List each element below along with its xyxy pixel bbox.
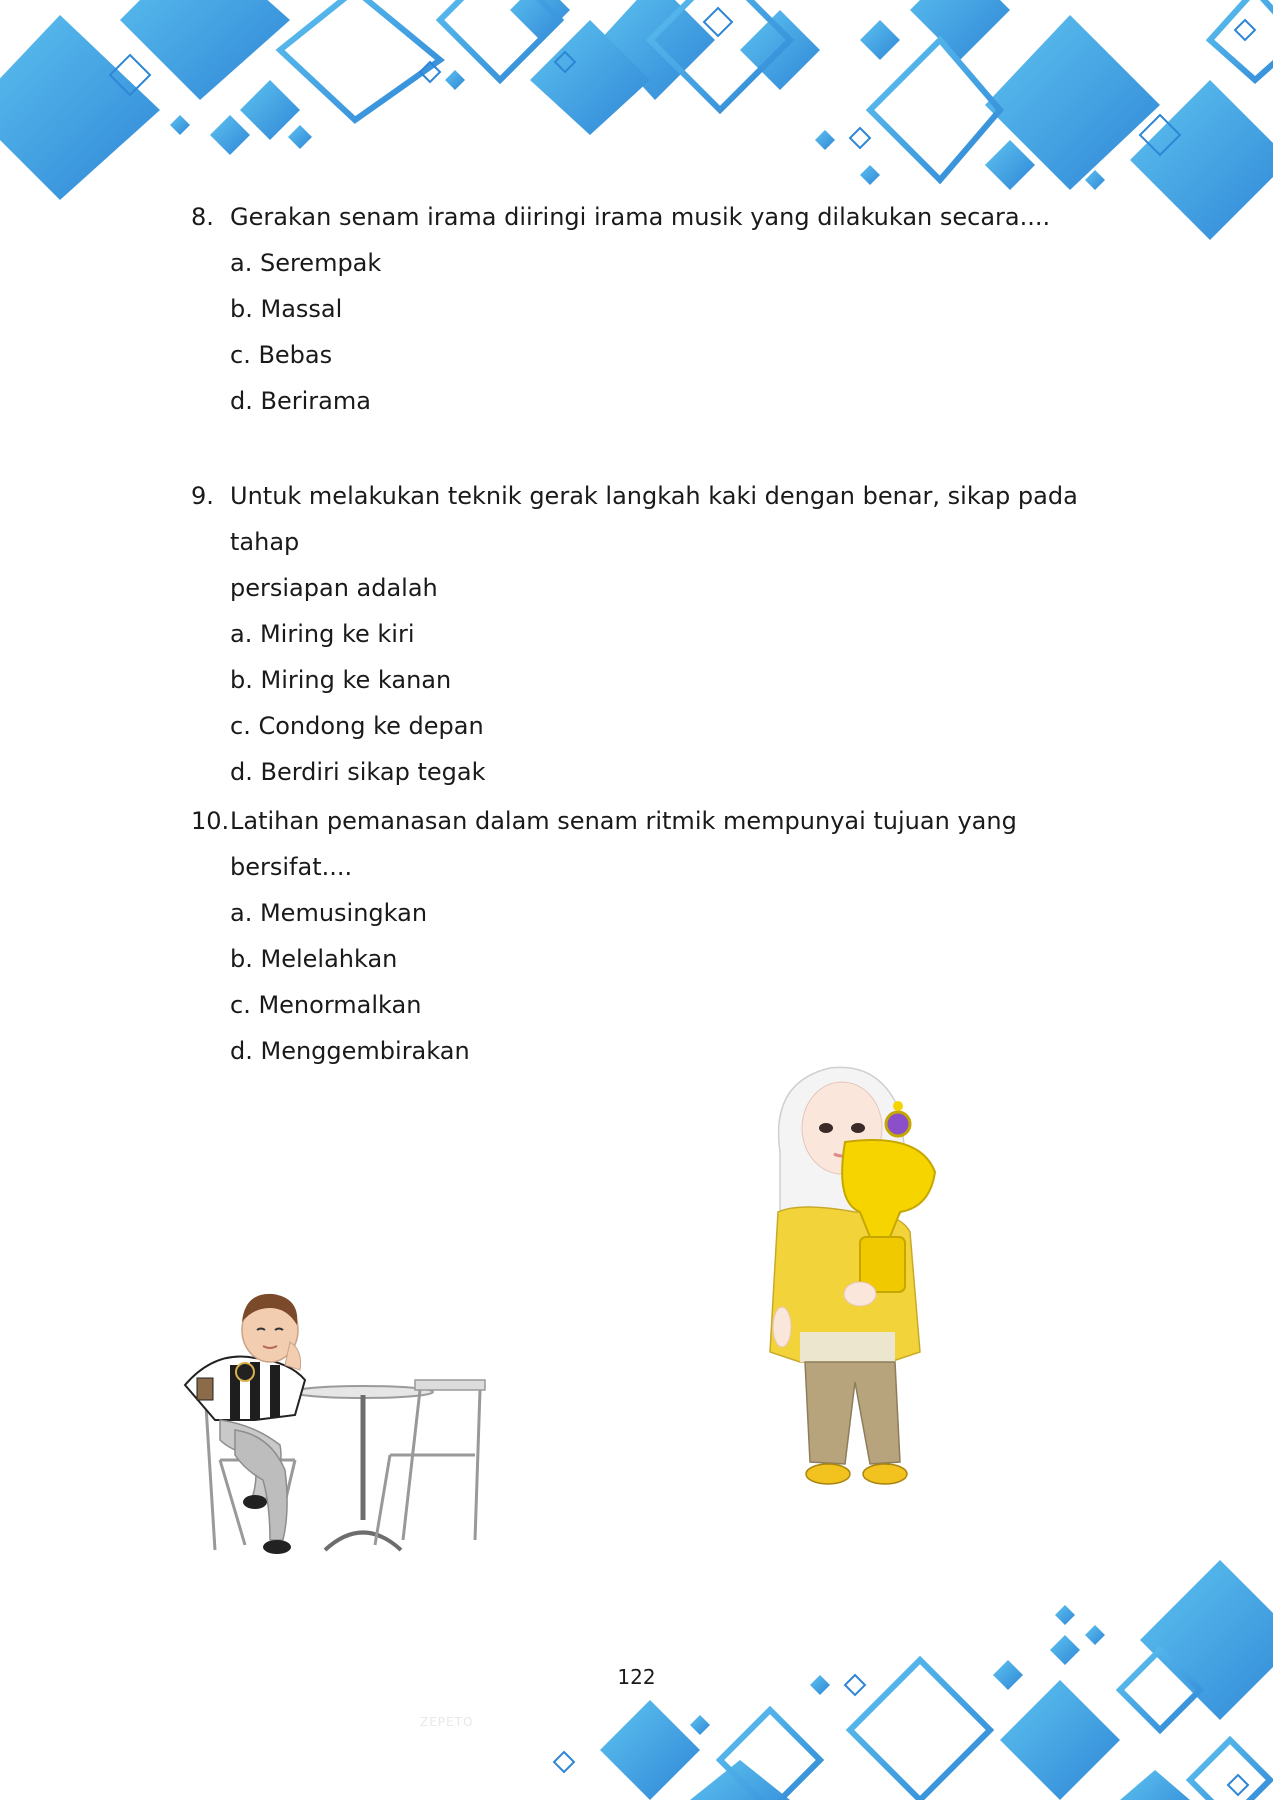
question-number: 8. <box>191 203 214 231</box>
option-d: d. Berirama <box>230 387 371 415</box>
page-number: 122 <box>617 1665 656 1689</box>
watermark: ZEPETO <box>420 1715 474 1729</box>
option-c: c. Bebas <box>230 341 333 369</box>
question-number: 10. <box>191 807 230 835</box>
option-b: b. Massal <box>230 295 343 323</box>
boy-avatar-illustration <box>175 1270 505 1570</box>
question-text: Untuk melakukan teknik gerak langkah kaki dengan benar, sikap pada tahap <box>230 482 1078 556</box>
option-d: d. Berdiri sikap tegak <box>230 758 486 786</box>
option-c: c. Condong ke depan <box>230 712 484 740</box>
question-text: Latihan pemanasan dalam senam ritmik mempunyai tujuan yang bersifat.... <box>230 807 1017 881</box>
question-text-continued: persiapan adalah <box>230 574 438 602</box>
question-text: Gerakan senam irama diiringi irama musik yang dilakukan secara.... <box>230 203 1051 231</box>
question-number: 9. <box>191 482 214 510</box>
question-9 <box>191 473 1111 795</box>
option-a: a. Miring ke kiri <box>230 620 415 648</box>
option-b: b. Melelahkan <box>230 945 398 973</box>
option-c: c. Menormalkan <box>230 991 422 1019</box>
option-b: b. Miring ke kanan <box>230 666 452 694</box>
girl-avatar-illustration <box>760 1062 950 1490</box>
option-a: a. Memusingkan <box>230 899 428 927</box>
option-a: a. Serempak <box>230 249 382 277</box>
question-10 <box>191 798 1111 1074</box>
option-d: d. Menggembirakan <box>230 1037 470 1065</box>
question-8 <box>191 194 1111 424</box>
